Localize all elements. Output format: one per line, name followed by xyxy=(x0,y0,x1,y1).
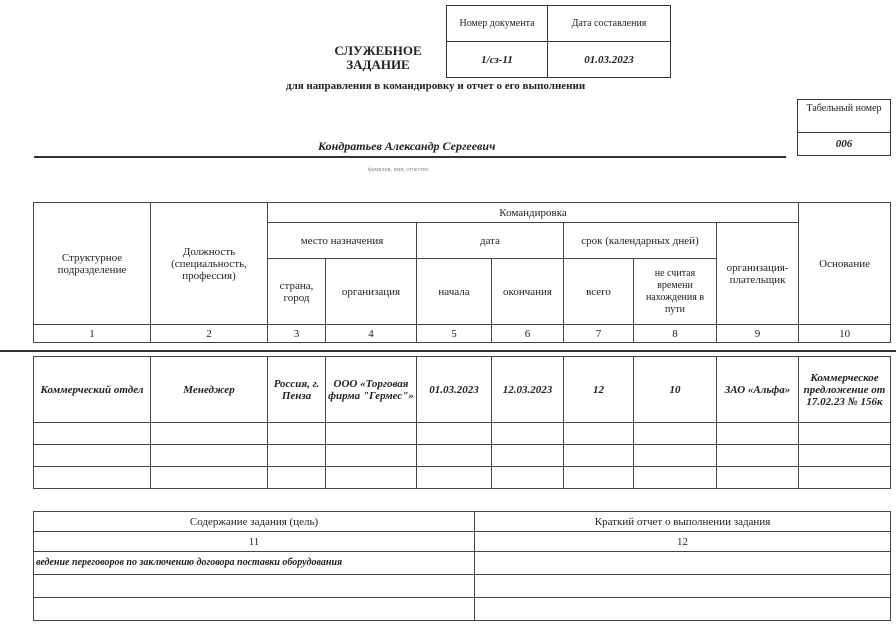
trip-data-table xyxy=(33,356,891,489)
col-number: 6 xyxy=(492,325,564,343)
cell-end: 12.03.2023 xyxy=(492,357,564,423)
header-end: окончания xyxy=(492,259,564,325)
table-row xyxy=(34,445,891,467)
table-row xyxy=(34,575,891,598)
task-report-label: Краткий отчет о выполнении задания xyxy=(475,512,891,532)
col-number: 3 xyxy=(268,325,326,343)
name-underline xyxy=(34,156,786,158)
header-term: срок (календарных дней) xyxy=(564,223,717,259)
col-number: 5 xyxy=(417,325,492,343)
header-excluding: не считая времени нахождения в пути xyxy=(634,259,717,325)
doc-number: 1/сз-11 xyxy=(447,42,548,78)
header-dept: Структурное подразделение xyxy=(34,203,151,325)
col-number: 10 xyxy=(799,325,891,343)
task-table xyxy=(33,511,891,621)
task-report-num: 12 xyxy=(475,532,891,552)
header-basis: Основание xyxy=(799,203,891,325)
col-number: 1 xyxy=(34,325,151,343)
cell-start: 01.03.2023 xyxy=(417,357,492,423)
task-content-text: ведение переговоров по заключению договора поставки оборудования xyxy=(34,552,475,575)
doc-number-label: Номер документа xyxy=(447,6,548,42)
doc-date: 01.03.2023 xyxy=(548,42,671,78)
tab-number-label: Табельный номер xyxy=(798,100,890,133)
cell-total: 12 xyxy=(564,357,634,423)
doc-date-label: Дата составления xyxy=(548,6,671,42)
header-trip: Командировка xyxy=(268,203,799,223)
table-row xyxy=(34,357,891,423)
table-row xyxy=(34,423,891,445)
col-number: 2 xyxy=(151,325,268,343)
col-number: 4 xyxy=(326,325,417,343)
employee-name: Кондратьев Александр Сергеевич xyxy=(318,139,496,153)
table-row xyxy=(34,552,891,575)
table-row xyxy=(34,467,891,489)
cell-org: ООО «Торговая фирма "Гермес"» xyxy=(326,357,417,423)
cell-basis: Коммерческое предложение от 17.02.23 № 156к xyxy=(799,357,891,423)
name-hint: фамилия, имя, отчество xyxy=(368,167,429,173)
header-payer: организация-плательщик xyxy=(717,223,799,325)
col-number: 9 xyxy=(717,325,799,343)
cell-dept: Коммерческий отдел xyxy=(34,357,151,423)
header-start: начала xyxy=(417,259,492,325)
cell-position: Менеджер xyxy=(151,357,268,423)
tab-number-box xyxy=(797,99,891,156)
header-date: дата xyxy=(417,223,564,259)
header-country-city: страна, город xyxy=(268,259,326,325)
task-content-label: Содержание задания (цель) xyxy=(34,512,475,532)
header-organization: организация xyxy=(326,259,417,325)
doc-header-table xyxy=(446,5,671,78)
page-title: СЛУЖЕБНОЕ ЗАДАНИЕ xyxy=(334,43,422,72)
col-number: 8 xyxy=(634,325,717,343)
trip-header-table xyxy=(33,202,891,343)
col-number: 7 xyxy=(564,325,634,343)
header-position: Должность (специальность, профессия) xyxy=(151,203,268,325)
tab-number: 006 xyxy=(835,138,853,150)
cell-payer: ЗАО «Альфа» xyxy=(717,357,799,423)
task-content-num: 11 xyxy=(34,532,475,552)
cell-city: Россия, г. Пенза xyxy=(268,357,326,423)
cell-excluding: 10 xyxy=(634,357,717,423)
header-destination: место назначения xyxy=(268,223,417,259)
page-subtitle: для направления в командировку и отчет о его выполнении xyxy=(286,80,586,92)
header-total: всего xyxy=(564,259,634,325)
table-row xyxy=(34,598,891,621)
section-divider xyxy=(0,350,896,352)
